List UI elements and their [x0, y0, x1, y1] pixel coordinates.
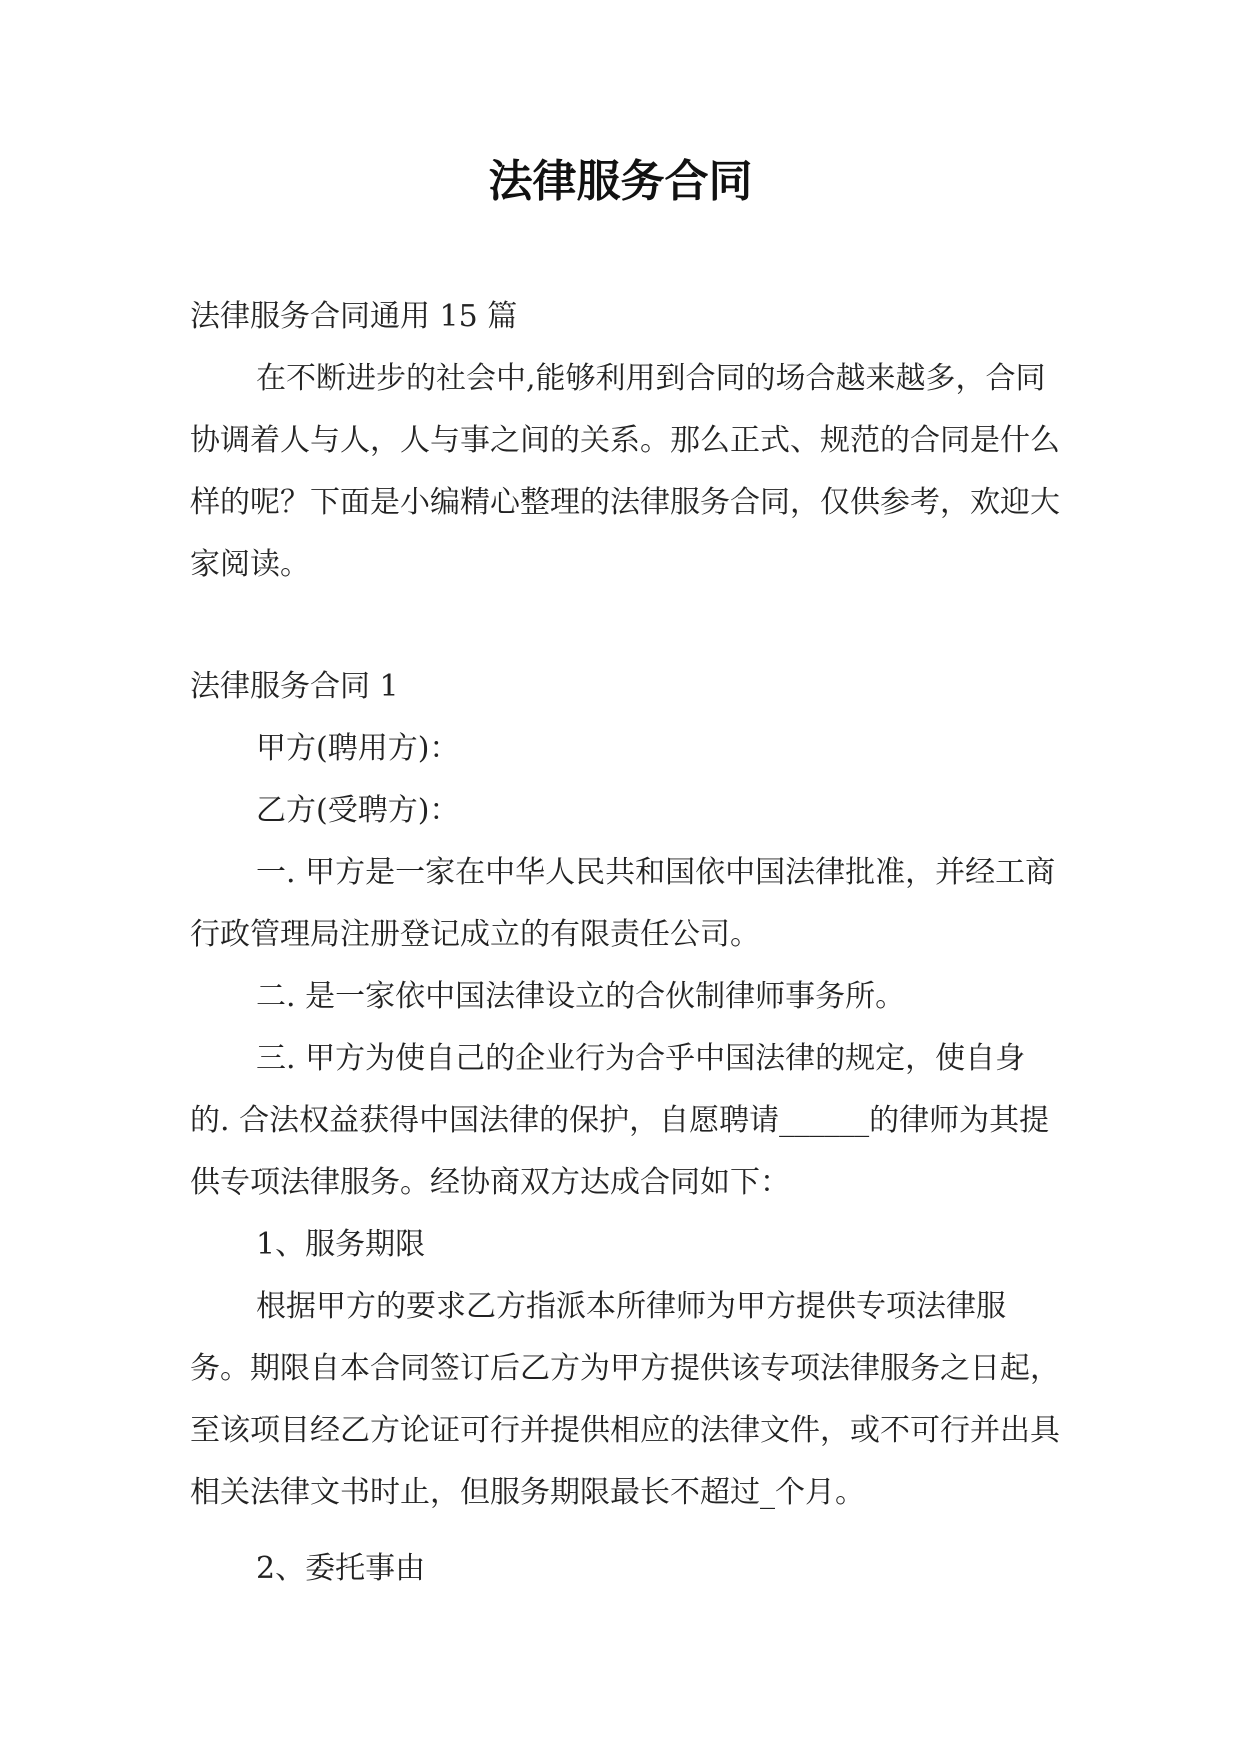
clause-2: 二. 是一家依中国法律设立的合伙制律师事务所。	[256, 979, 906, 1014]
party-a-line: 甲方(聘用方)：	[256, 731, 460, 766]
clause-1: 一. 甲方是一家在中华人民共和国依中国法律批准，并经工商行政管理局注册登记成立的有限责任公司。	[190, 855, 1056, 952]
intro-paragraph: 在不断进步的社会中,能够利用到合同的场合越来越多，合同协调着人与人，人与事之间的关系。那么正式、规范的合同是什么样的呢？下面是小编精心整理的法律服务合同，仅供参考，欢迎大家阅读。	[190, 361, 1060, 582]
document-title: 法律服务合同	[488, 156, 753, 207]
party-b-line: 乙方(受聘方)：	[256, 793, 460, 828]
document-body	[190, 286, 1060, 1600]
item-1-heading: 1、服务期限	[256, 1227, 426, 1262]
document-subtitle: 法律服务合同通用 15 篇	[190, 299, 518, 334]
clause-3: 三. 甲方为使自己的企业行为合乎中国法律的规定，使自身的. 合法权益获得中国法律的保护，自愿聘请______的律师为其提供专项法律服务。经协商双方达成合同如下：	[190, 1041, 1050, 1200]
item-2-heading: 2、委托事由	[256, 1551, 426, 1586]
item-1-body: 根据甲方的要求乙方指派本所律师为甲方提供专项法律服务。期限自本合同签订后乙方为甲方提供该专项法律服务之日起，至该项目经乙方论证可行并提供相应的法律文件，或不可行并出具相关法律文书时止，但服务期限最长不超过_个月。	[190, 1289, 1060, 1510]
section-heading: 法律服务合同 1	[190, 669, 399, 704]
